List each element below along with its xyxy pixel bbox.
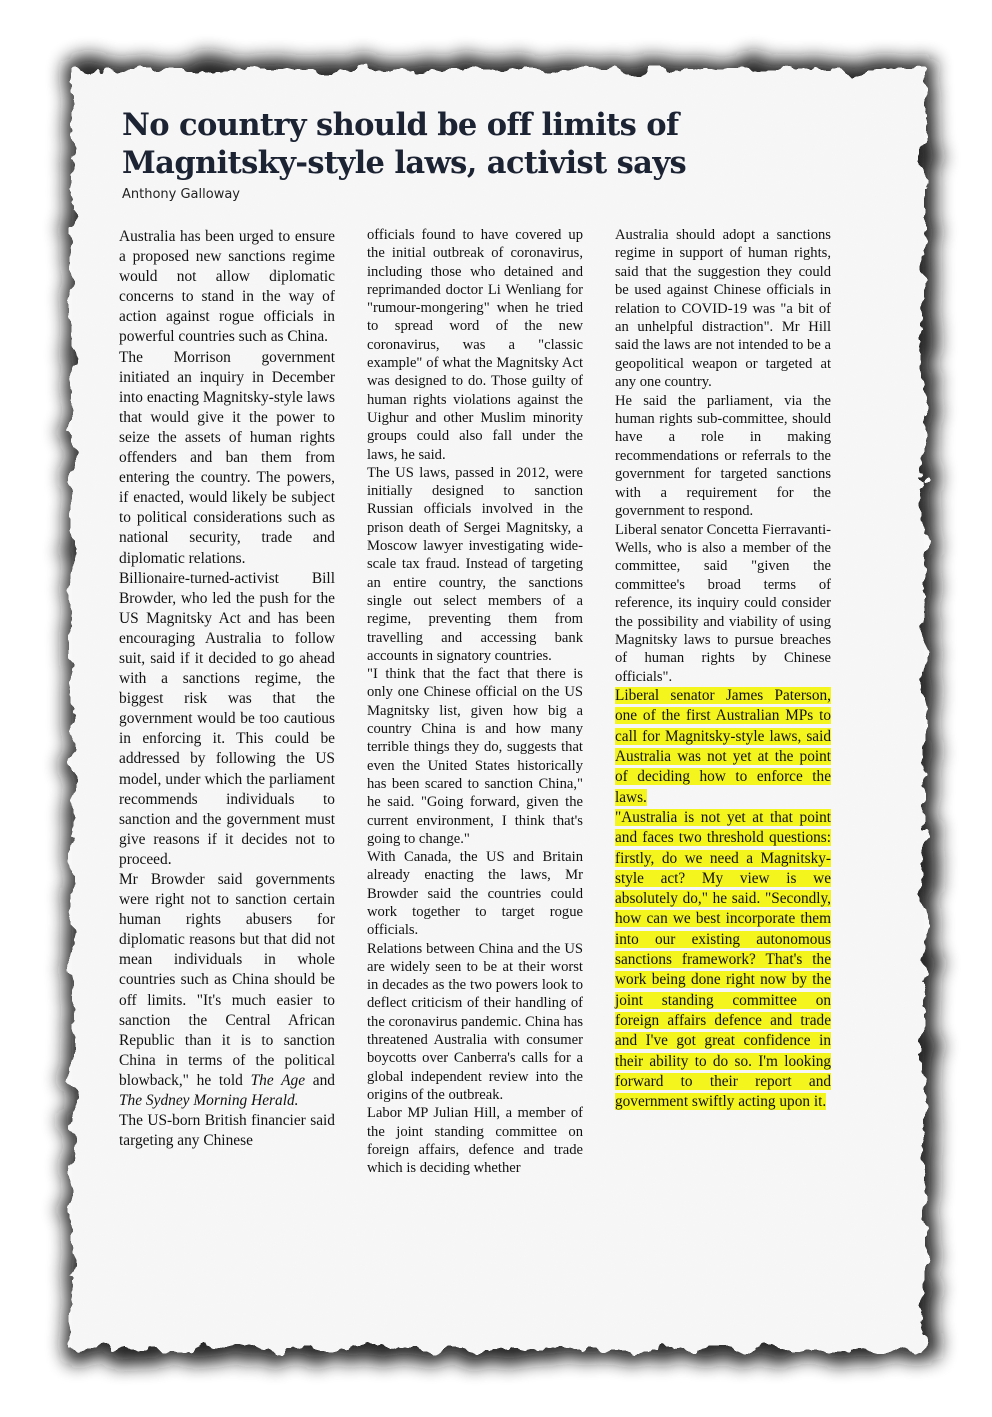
paragraph: Labor MP Julian Hill, a member of the joint standing committee on foreign affairs, defence and trade which is deciding whether: [367, 1105, 583, 1177]
paragraph: [615, 808, 831, 1112]
paragraph: Liberal senator Concetta Fierravanti-Wells, who is also a member of the committee, said "given the committee's broad terms of reference, its inquiry could consider the possibility and viability of using Magnitsky laws to pursue breaches of human rights by Chinese officials".: [615, 521, 831, 685]
article-column-3: [615, 226, 831, 1112]
paragraph: The Morrison government initiated an inquiry in December into enacting Magnitsky-style laws that would give it the power to seize the assets of human rights offenders and ban them from entering the country. The powers, if enacted, would likely be subject to political considerations such as national security, trade and diplomatic relations.: [119, 348, 335, 567]
paragraph: [615, 686, 831, 808]
paragraph: "I think that the fact that there is only one Chinese official on the US Magnitsky list, given how big a country China is and how many terrible things they do, suggests that even the United States historically has been scared to sanction China," he said. "Going forward, given the current environment, I think that's going to change.": [367, 666, 583, 847]
paragraph: [119, 870, 335, 1111]
highlighted-quote-block: [615, 686, 831, 1112]
paragraph: Australia has been urged to ensure a proposed new sanctions regime would not allow diplomatic concerns to stand in the way of action against rogue officials in powerful countries such as China.: [119, 228, 335, 346]
paragraph: The US laws, passed in 2012, were initially designed to sanction Russian officials involved in the prison death of Sergei Magnitsky, a Moscow lawyer investigating wide-scale tax fraud. Instead of targeting an entire country, the sanctions single out select members of a regime, preventing them from travelling and accessing bank accounts in signatory countries.: [367, 464, 583, 664]
paragraph: Australia should adopt a sanctions regime in support of human rights, said that the suggestion they could be used against Chinese officials in relation to COVID-19 was "a bit of an unhelpful distraction". Mr Hill said the laws are not intended to be a geopolitical weapon or targeted at any one country.: [615, 227, 831, 391]
paragraph-text: Mr Browder said governments were right not to sanction certain human rights abusers for diplomatic reasons but that did not mean individuals in whole countries such as China should be off limits. "It's much easier to sanction the Central African Republic than it is to sanction China in terms of the political blowback," he told: [119, 871, 335, 1089]
paragraph: Billionaire-turned-activist Bill Browder, who led the push for the US Magnitsky Act and has been encouraging Australia to follow suit, said if it decided to go ahead with a sanctions regime, the biggest risk was that the government would be too cautious in enforcing it. This could be addressed by following the US model, under which the parliament recommends individuals to sanction and the government must give reasons if it decides not to proceed.: [119, 569, 335, 868]
paragraph: officials found to have covered up the initial outbreak of coronavirus, including those who detained and reprimanded doctor Li Wenliang for "rumour-mongering" when he tried to spread word of the new coronavirus, was a "classic example" of what the Magnitsky Act was designed to do. Those guilty of human rights violations against the Uighur and other Muslim minority groups could also fall under the laws, he said.: [367, 227, 583, 463]
publication-name: The Sydney Morning Herald.: [119, 1092, 299, 1110]
paragraph: Relations between China and the US are widely seen to be at their worst in decades as the two powers look to deflect criticism of their handling of the coronavirus pandemic. China has threatened Australia with consumer boycotts over Canberra's calls for a global independent review into the origins of the outbreak.: [367, 940, 584, 1103]
highlighted-text: "Australia is not yet at that point and faces two threshold questions: firstly, do we need a Magnitsky-style act? My view is we absolutely do," he said. "Secondly, how can we best incorporate them into our existing autonomous sanctions framework? That's the work being done right now by the joint standing committee on foreign affairs defence and trade and I've got great confidence in their ability to do so. I'm looking forward to their report and government swiftly acting upon it.: [615, 808, 831, 1111]
paragraph: With Canada, the US and Britain already enacting the laws, Mr Browder said the countries could work together to target rogue officials.: [367, 849, 583, 939]
article-column-2: [367, 226, 583, 1177]
paragraph: The US-born British financier said targeting any Chinese: [119, 1112, 335, 1150]
article-headline: No country should be off limits of Magnitsky-style laws, activist says: [122, 107, 687, 181]
article-column-1: [119, 227, 335, 1151]
article-byline: Anthony Galloway: [122, 187, 240, 202]
publication-name: The Age: [250, 1071, 306, 1089]
conjunction: and: [312, 1071, 335, 1089]
paragraph: He said the parliament, via the human rights sub-committee, should have a role in making recommendations or referrals to the government for targeted sanctions with a requirement for the government to respond.: [615, 392, 831, 520]
highlighted-text: Liberal senator James Paterson, one of the first Australian MPs to call for Magnitsky-style laws, said Australia was not yet at the point of deciding how to enforce the laws.: [615, 687, 831, 806]
